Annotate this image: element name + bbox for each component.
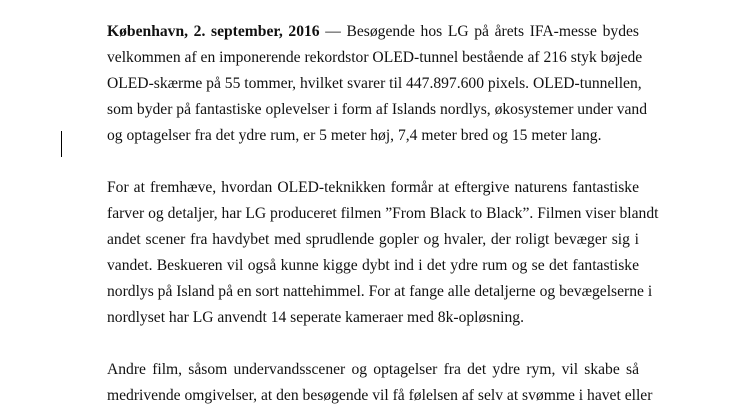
paragraph-line: velkommen af en imponerende rekordstor OLED-tunnel bestående af 216 styk bøjede [107, 49, 643, 66]
paragraph-line: andet scener fra havdybet med sprudlende gopler og hvaler, der roligt bevæger sig i [107, 231, 639, 248]
paragraph-line: Andre film, såsom undervandsscener og optagelser fra det ydre rym, vil skabe så [107, 361, 639, 378]
dateline: København, 2. september, 2016 [107, 23, 320, 40]
paragraph-line: nordlyset har LG anvendt 14 seperate kameraer med 8k-opløsning. [107, 309, 524, 326]
paragraph-line: For at fremhæve, hvordan OLED-teknikken formår at eftergive naturens fantastiske [107, 179, 639, 196]
paragraph-1 [107, 19, 648, 149]
paragraph-text: — Besøgende hos LG på årets IFA-messe bydes [319, 23, 639, 40]
paragraph-2 [107, 175, 659, 331]
paragraph-line: farver og detaljer, har LG produceret filmen ”From Black to Black”. Filmen viser blandt [107, 205, 659, 222]
document-body [107, 19, 659, 419]
paragraph-line: vandet. Beskueren vil også kunne kigge dybt ind i det ydre rum og se det fantastiske [107, 257, 639, 274]
paragraph-line: nordlys på Island på en sort nattehimmel. For at fange alle detaljerne og bevægelserne i [107, 283, 653, 300]
paragraph-line: og optagelser fra det ydre rum, er 5 meter høj, 7,4 meter bred og 15 meter lang. [107, 127, 602, 144]
text-cursor [61, 131, 62, 157]
paragraph-3 [107, 357, 653, 409]
paragraph-line: som byder på fantastiske oplevelser i form af Islands nordlys, økosystemer under vand [107, 101, 648, 118]
paragraph-line: OLED-skærme på 55 tommer, hvilket svarer til 447.897.600 pixels. OLED-tunnellen, [107, 75, 642, 92]
paragraph-line: medrivende omgivelser, at den besøgende vil få følelsen af selv at svømme i havet eller [107, 387, 653, 404]
paragraph-line [107, 19, 639, 45]
